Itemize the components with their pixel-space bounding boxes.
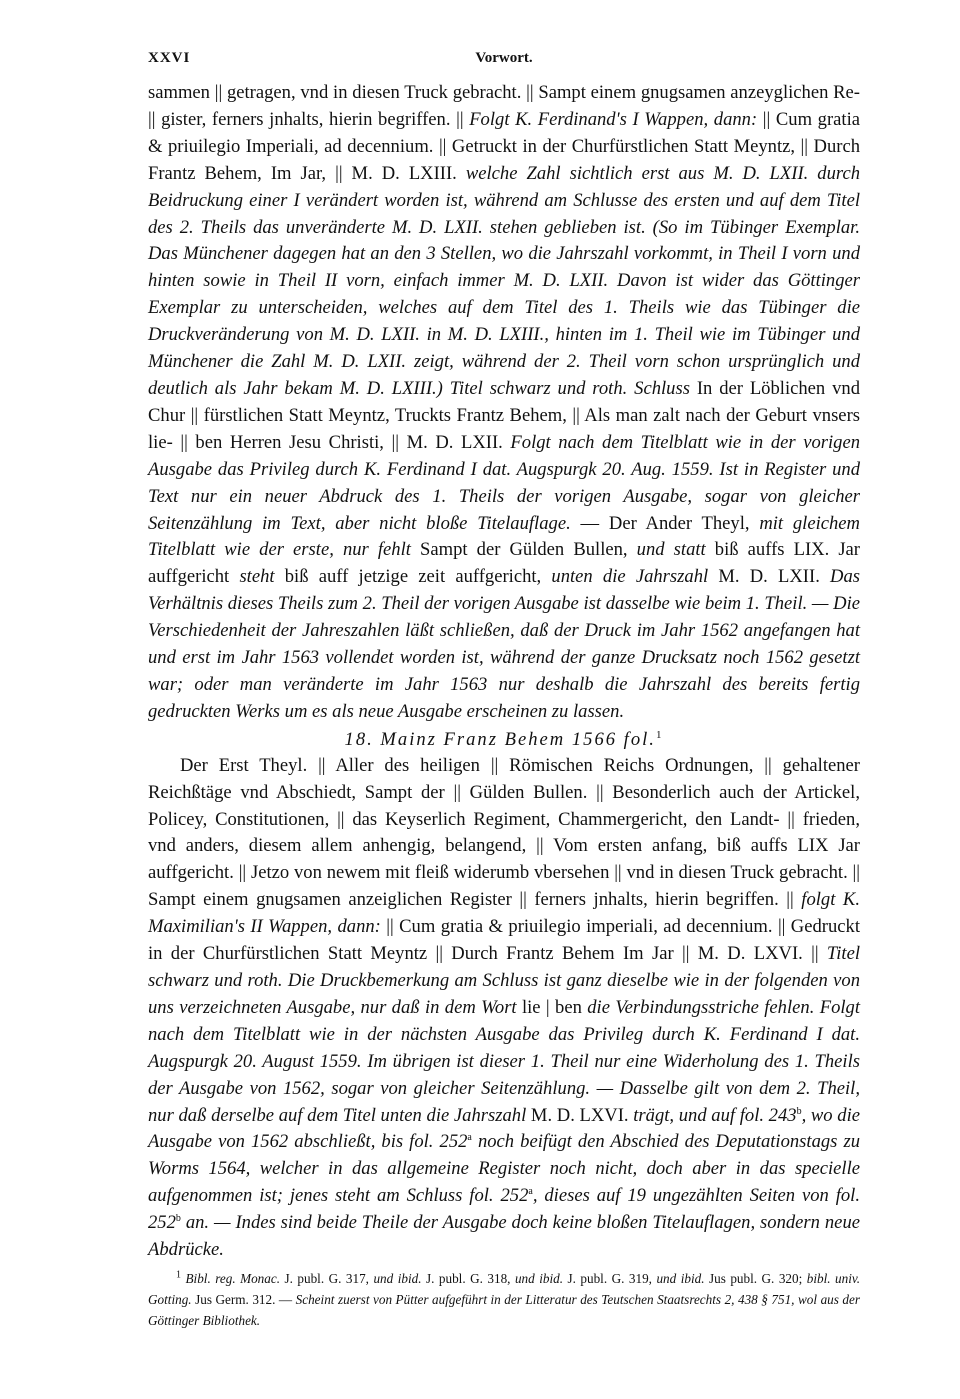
italic-text: trägt, und auf fol. 243 xyxy=(633,1104,797,1126)
text-run: sammen || getragen, vnd in diesen Truck gebracht. || Sampt einem gnugsamen anzeyglichen Re- || gister, ferners jnhalts, hierin begriffen. || xyxy=(148,82,860,130)
footnotes xyxy=(148,1268,860,1331)
body-text xyxy=(148,80,860,1264)
italic-text: Titel schwarz und roth. Die Druckbemerkung am Schluss ist ganz dieselbe wie in der folgenden von uns verzeichneten Ausgabe, nur daß in dem Wort xyxy=(148,943,860,1018)
superscript-text: a xyxy=(467,1132,472,1144)
superscript-text: 1 xyxy=(176,1269,181,1281)
italic-text: und ibid. xyxy=(373,1270,422,1286)
italic-text: Bibl. reg. Monac. xyxy=(185,1270,281,1286)
italic-text: , dieses auf 19 ungezählten Seiten von fol. 252 xyxy=(148,1185,860,1234)
text-run: || Cum gratia & priuilegio Imperiali, ad decennium. || Getruckt in der Churfürstlichen Statt Meyntz, || Durch Frantz Behem, Im Jar, || M. D. LXIII. xyxy=(148,108,860,184)
superscript-text: b xyxy=(796,1105,802,1117)
bibliographic-entry-17 xyxy=(148,80,860,726)
section-heading xyxy=(148,726,860,753)
text-run: Sampt der Gülden Bullen, xyxy=(410,539,637,561)
text-run: lie | ben xyxy=(516,996,588,1018)
text-run: biß auff jetzige zeit auffgericht, xyxy=(274,566,552,588)
running-title: Vorwort. xyxy=(475,50,533,66)
text-run: Der Erst Theyl. || Aller des heiligen || Römischen Reichs Ordnungen, || gehaltener Reichßtäge vnd Abschiedt, Sampt der || Gülden Bullen. || Besonderlich auch der Artickel, Policey, Constitutionen, || das Keyserlich Regiment, Chammergericht, den Landt- || frieden, vnd anders, diesem allem anhengig, belangend, || Vom ersten anfang, biß auffs LIX Jar auffgericht. || Jetzo von newem mit fleiß widerumb vbersehen || vnd in diesen Truck gebracht. || Sampt einem gnugsamen anzeiglichen Register || ferners jnhalts, hierin begriffen. || xyxy=(148,754,860,911)
text-run: Jus Germ. 312. — xyxy=(191,1291,296,1307)
text-run: M. D. LXVI. xyxy=(526,1104,634,1126)
italic-text: bibl. univ. Gotting. xyxy=(148,1270,861,1307)
paragraph xyxy=(148,80,860,726)
text-run: M. D. LXII. xyxy=(708,566,831,588)
footnote-reference: 1 xyxy=(655,728,664,741)
paragraph xyxy=(148,753,860,1264)
text-run: Jus publ. G. 320; xyxy=(704,1270,807,1286)
text-run: biß auffs LIX. Jar auffgericht xyxy=(148,539,860,588)
superscript-text: a xyxy=(528,1186,533,1198)
page-number: XXVI xyxy=(148,50,191,66)
italic-text: Folgt K. Ferdinand's I Wappen, dann: xyxy=(469,108,758,130)
italic-text: an. — Indes sind beide Theile der Ausgabe doch keine bloßen Titelauflagen, sondern neue Abdrücke. xyxy=(148,1212,860,1261)
footnote xyxy=(148,1268,860,1331)
italic-text: Folgt nach dem Titelblatt wie in der vorigen Ausgabe das Privileg durch K. Ferdinand I dat. Augspurgk 20. Aug. 1559. Ist in Register und Text nur ein neuer Abdruck des 1. Theils der vorigen Ausgabe, sogar von gleicher Seitenzählung im Text, aber nicht bloße Titelauflage. xyxy=(148,431,860,534)
italic-text: Das Verhältnis dieses Theils zum 2. Theil der vorigen Ausgabe ist dasselbe wie beim 1. Theil. — Die Verschiedenheit der Jahreszahlen läßt schließen, daß der Druck im Jahr 1562 angefangen hat und erst im Jahr 1563 vollendet worden ist, während der ganze Drucksatz noch 1562 gesetzt war; oder man veränderte im Jahr 1563 nur deshalb die Jahrszahl des bereits fertig gedruckten Werks um es als neue Ausgabe erscheinen zu lassen. xyxy=(148,566,861,722)
text-run: || Cum gratia & priuilegio imperiali, ad decennium. || Gedruckt in der Churfürstlichen Statt Meyntz || Durch Frantz Behem Im Jar || M. D. LXVI. || xyxy=(148,916,860,965)
bibliographic-entry-18 xyxy=(148,753,860,1264)
text-run: J. publ. G. 318, xyxy=(421,1270,515,1286)
text-run: — Der Ander Theyl, xyxy=(570,512,760,534)
italic-text: noch beifügt den Abschied des Deputationstags zu Worms 1564, welcher in das allgemeine Register noch nicht, doch aber in das specielle aufgenommen ist; jenes steht am Schluss fol. 252 xyxy=(148,1131,861,1207)
page-header xyxy=(148,40,860,76)
italic-text: und ibid. xyxy=(656,1270,705,1286)
text-run: J. publ. G. 319, xyxy=(563,1270,657,1286)
section-heading-text: 18. Mainz Franz Behem 1566 fol. xyxy=(344,728,656,750)
italic-text: und ibid. xyxy=(514,1270,564,1286)
italic-text: und statt xyxy=(636,539,706,561)
italic-text: welche Zahl sichtlich erst aus M. D. LXII. durch Beidruckung einer I verändert worden ist, während am Schlusse des ersten und auf dem Titel des 2. Theils das unveränderte M. D. LXII. stehen geblieben ist. (So im Tübinger Exemplar. Das Münchener dagegen hat an den 3 Stellen, wo die Jahrszahl vorkommt, in Theil I vorn und hinten sowie in Theil II vorn, einfach immer M. D. LXII. Davon ist wider das Göttinger Exemplar zu unterscheiden, welches auf dem Titel des 1. Theils wie das Tübinger die Druckveränderung von M. D. LXII. in M. D. LXIII., hinten im 1. Theil wie im Tübinger und Münchener die Zahl M. D. LXII. zeigt, während der 2. Theil vorn schon ursprünglich und deutlich als Jahr bekam M. D. LXIII.) Titel schwarz und roth. Schluss xyxy=(148,162,860,399)
italic-text: die Verbindungsstriche fehlen. Folgt nach dem Titelblatt wie in der nächsten Ausgabe das Privileg durch K. Ferdinand I dat. Augspurgk 20. August 1559. Im übrigen ist dieser 1. Theil nur eine Widerholung des 1. Theils der Ausgabe von 1562, sogar von gleicher Seitenzählung. — Dasselbe gilt von dem 2. Theil, nur daß derselbe auf dem Titel unten die Jahrszahl xyxy=(148,996,860,1126)
italic-text: unten die Jahrszahl xyxy=(551,566,709,588)
italic-text: steht xyxy=(239,566,275,588)
superscript-text: b xyxy=(175,1212,181,1224)
text-run: In der Löblichen vnd Chur || fürstlichen Statt Meyntz, Truckts Frantz Behem, || Als man zalt nach der Geburt vnsers lie- || ben Herren Jesu Christi, || M. D. LXII. xyxy=(148,377,860,453)
italic-text: , wo die Ausgabe von 1562 abschließt, bis fol. 252 xyxy=(148,1104,860,1153)
italic-text: folgt K. Maximilian's II Wappen, dann: xyxy=(148,889,860,938)
italic-text: mit gleichem Titelblatt wie der erste, nur fehlt xyxy=(148,512,860,561)
text-run: J. publ. G. 317, xyxy=(280,1270,374,1286)
italic-text: Scheint zuerst von Pütter aufgeführt in der Litteratur des Teutschen Staatsrechts 2, 438 § 751, wol aus der Göttinger Bibliothek. xyxy=(148,1291,860,1328)
document-page xyxy=(148,40,860,1331)
